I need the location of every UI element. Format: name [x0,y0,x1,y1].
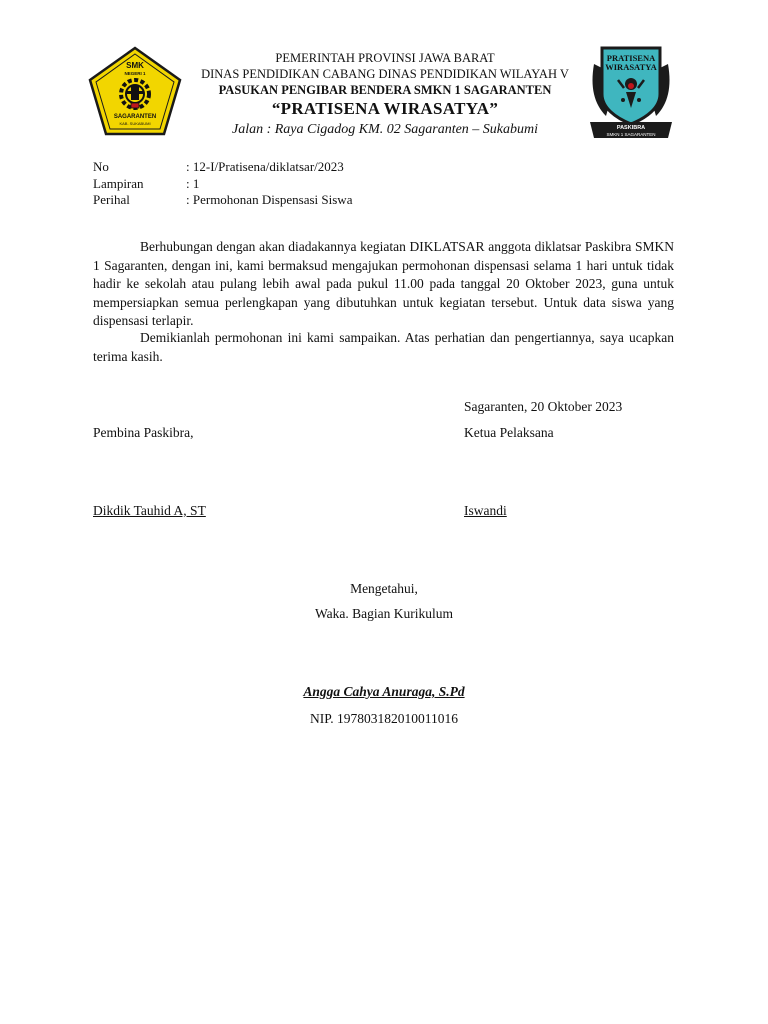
body-paragraph-2: Demikianlah permohonan ini kami sampaikan. Atas perhatian dan pengertiannya, saya ucapkan terima kasih. [93,330,674,364]
meta-value: : 12-I/Pratisena/diklatsar/2023 [186,159,344,174]
letter-meta [93,159,352,209]
address: Jalan : Raya Cigadog KM. 02 Sagaranten – Sukabumi [231,122,539,137]
meta-label: Lampiran [93,175,144,191]
svg-text:PASKIBRA: PASKIBRA [616,125,646,131]
paskibra-logo [588,42,674,140]
body-paragraph-1: Berhubungan dengan akan diadakannya kegiatan DIKLATSAR anggota diklatsar Paskibra SMKN 1 Sagaranten, dengan ini, kami bermaksud mengajukan permohonan dispensasi selama 1 hari untuk tidak hadir ke sekolah atau pulang lebih awal pada pukul 11.00 pada tanggal 20 Oktober 2023, guna untuk mempersiapkan semua perlengkapan yang dibutuhkan untuk kegiatan tersebut. Untuk data siswa yang dispensasi terlapir. [93,239,674,328]
svg-text:SAGARANTEN: SAGARANTEN [113,114,157,120]
place-date: Sagaranten, 20 Oktober 2023 [464,399,623,414]
svg-text:WIRASATYA: WIRASATYA [605,62,657,72]
meta-label: No [93,159,109,174]
acknowledge-name: Angga Cahya Anuraga, S.Pd [303,684,465,699]
meta-row-lampiran [93,176,352,193]
svg-text:PRATISENA: PRATISENA [606,53,656,63]
svg-text:SMKN 1 SAGARANTEN: SMKN 1 SAGARANTEN [606,132,656,137]
meta-row-perihal [93,192,352,209]
org-name: “PRATISENA WIRASATYA” [271,99,499,118]
dept-name: DINAS PENDIDIKAN CABANG DINAS PENDIDIKAN WILAYAH V [201,67,569,81]
svg-text:KAB. SUKABUMI: KAB. SUKABUMI [119,121,151,126]
meta-value: : 1 [186,175,200,191]
unit-name: PASUKAN PENGIBAR BENDERA SMKN 1 SAGARANTEN [218,83,552,97]
left-signatory-name: Dikdik Tauhid A, ST [93,503,206,518]
meta-label: Perihal [93,192,130,207]
letterhead-text [185,50,585,139]
right-signatory-name: Iswandi [464,503,507,518]
right-signatory-title: Ketua Pelaksana [464,425,554,440]
acknowledge-title: Waka. Bagian Kurikulum [314,606,453,621]
acknowledge-name-wrap [234,683,534,701]
gov-name: PEMERINTAH PROVINSI JAWA BARAT [275,51,495,65]
svg-text:SMK: SMK [126,61,144,70]
letterhead [0,38,768,148]
acknowledge-label: Mengetahui, [350,581,418,596]
meta-value: : Permohonan Dispensasi Siswa [186,192,353,207]
left-signatory-title: Pembina Paskibra, [93,425,194,440]
smk-logo [88,46,182,138]
meta-row-no [93,159,352,176]
acknowledge-nip: NIP. 197803182010011016 [309,711,458,726]
svg-text:NEGERI 1: NEGERI 1 [124,71,146,76]
